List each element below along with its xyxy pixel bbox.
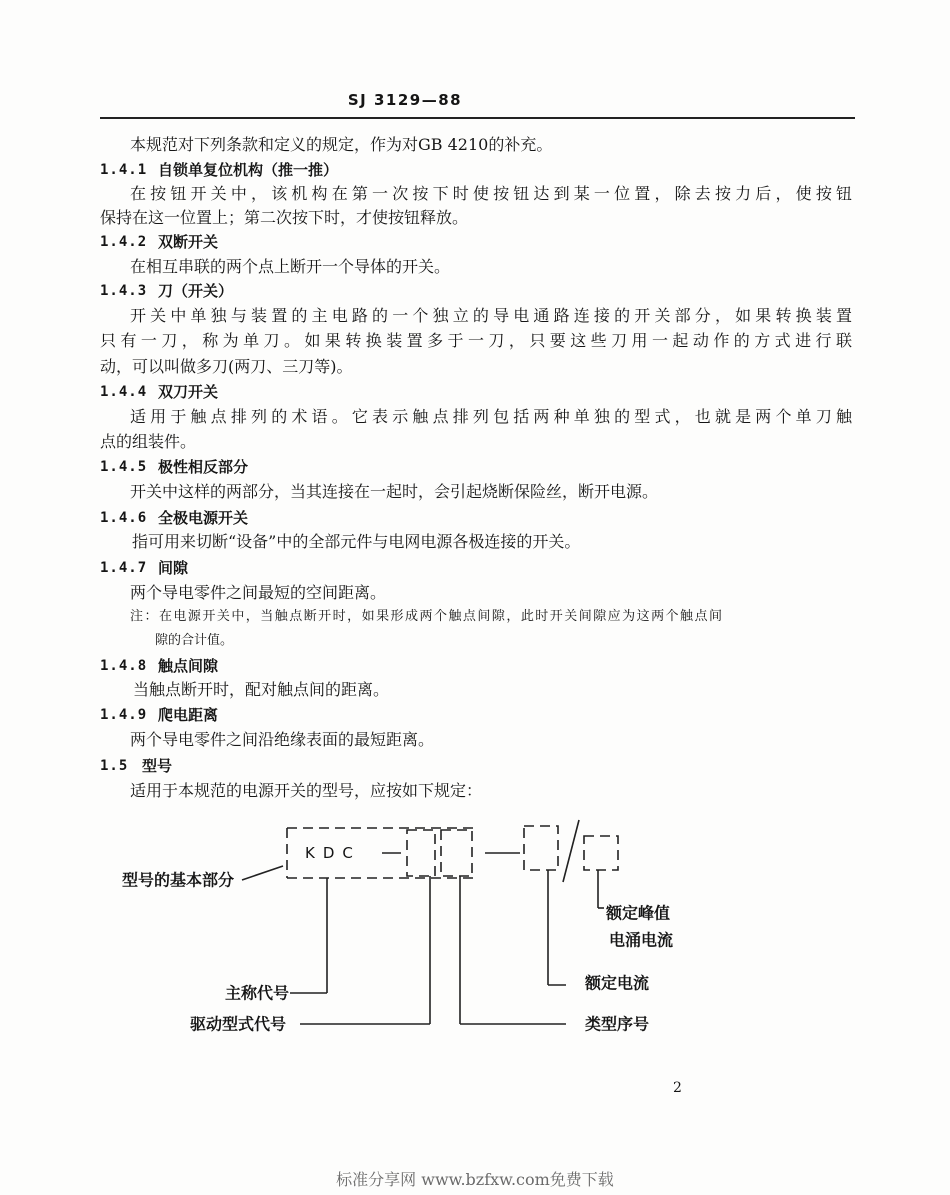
slash-separator — [563, 820, 579, 882]
section-1-4-5-line-1: 开关中这样的两部分，当其连接在一起时，会引起烧断保险丝，断开电源。 — [130, 482, 659, 501]
label-base-part: 型号的基本部分 — [122, 870, 235, 890]
section-1-4-8-line-1: 当触点断开时，配对触点间的距离。 — [133, 680, 390, 699]
section-1-4-1-number: 1.4.1 — [100, 162, 148, 178]
leader-base-part — [242, 866, 283, 880]
label-drive-type-code: 驱动型式代号 — [190, 1014, 287, 1034]
section-1-4-9-title: 爬电距离 — [158, 706, 219, 724]
section-1-4-7-note-line-2: 隙的合计值。 — [155, 633, 234, 648]
section-1-4-6-title: 全极电源开关 — [158, 509, 249, 527]
drive-type-box — [407, 830, 435, 876]
section-1-4-7-number: 1.4.7 — [100, 560, 148, 576]
section-1-5-title: 型号 — [142, 757, 173, 775]
model-designation-diagram — [0, 810, 950, 1050]
section-1-4-3-line-1: 开关中单独与装置的主电路的一个独立的导电通路连接的开关部分，如果转换装置 — [130, 306, 852, 325]
section-1-4-8-number: 1.4.8 — [100, 658, 148, 674]
type-serial-box — [441, 830, 472, 876]
section-1-4-6-line-1: 指可用来切断“设备”中的全部元件与电网电源各极连接的开关。 — [132, 532, 581, 551]
label-rated-surge-line-2: 电涌电流 — [609, 930, 674, 950]
section-1-4-4-number: 1.4.4 — [100, 384, 148, 400]
rated-current-box — [524, 826, 558, 870]
label-rated-current: 额定电流 — [585, 973, 650, 993]
section-1-4-8-title: 触点间隙 — [158, 657, 219, 675]
section-1-4-2-line-1: 在相互串联的两个点上断开一个导体的开关。 — [130, 257, 451, 276]
base-code-text: KDC — [305, 844, 361, 862]
section-1-4-5-title: 极性相反部分 — [158, 458, 249, 476]
section-1-4-3-line-3: 动，可以叫做多刀(两刀、三刀等)。 — [100, 357, 353, 376]
section-1-4-9-line-1: 两个导电零件之间沿绝缘表面的最短距离。 — [130, 730, 435, 749]
header-rule — [100, 117, 855, 119]
section-1-5-number: 1.5 — [100, 758, 129, 774]
section-1-4-7-note-line-1: 注：在电源开关中，当触点断开时，如果形成两个触点间隙，此时开关间隙应为这两个触点间 — [130, 609, 722, 624]
section-1-4-7-title: 间隙 — [158, 559, 189, 577]
document-code-header: SJ 3129—88 — [347, 91, 463, 109]
section-1-4-4-line-1: 适用于触点排列的术语。它表示触点排列包括两种单独的型式，也就是两个单刀触 — [130, 407, 852, 426]
label-rated-surge-line-1: 额定峰值 — [606, 903, 671, 923]
section-1-4-2-title: 双断开关 — [158, 233, 219, 251]
footer-watermark: 标准分享网 www.bzfxw.com免费下载 — [336, 1170, 614, 1189]
section-1-4-3-number: 1.4.3 — [100, 283, 148, 299]
section-1-4-6-number: 1.4.6 — [100, 510, 148, 526]
surge-current-box — [584, 836, 618, 870]
section-1-4-4-title: 双刀开关 — [158, 383, 219, 401]
section-1-4-1-title: 自锁单复位机构（推一推） — [158, 161, 339, 179]
page-number: 2 — [673, 1080, 682, 1096]
label-type-serial: 类型序号 — [585, 1014, 650, 1034]
intro-line: 本规范对下列条款和定义的规定，作为对GB 4210的补充。 — [130, 135, 553, 154]
section-1-5-line-1: 适用于本规范的电源开关的型号，应按如下规定： — [130, 781, 483, 800]
section-1-4-2-number: 1.4.2 — [100, 234, 148, 250]
section-1-4-7-line-1: 两个导电零件之间最短的空间距离。 — [130, 583, 387, 602]
section-1-4-9-number: 1.4.9 — [100, 707, 148, 723]
section-1-4-5-number: 1.4.5 — [100, 459, 148, 475]
section-1-4-3-title: 刀（开关） — [158, 282, 234, 300]
section-1-4-3-line-2: 只有一刀，称为单刀。如果转换装置多于一刀，只要这些刀用一起动作的方式进行联 — [100, 331, 852, 350]
section-1-4-1-line-2: 保持在这一位置上；第二次按下时，才使按钮释放。 — [100, 208, 469, 227]
section-1-4-4-line-2: 点的组装件。 — [100, 432, 197, 451]
label-main-code: 主称代号 — [225, 983, 290, 1003]
section-1-4-1-line-1: 在按钮开关中，该机构在第一次按下时使按钮达到某一位置，除去按力后，使按钮 — [130, 184, 852, 203]
